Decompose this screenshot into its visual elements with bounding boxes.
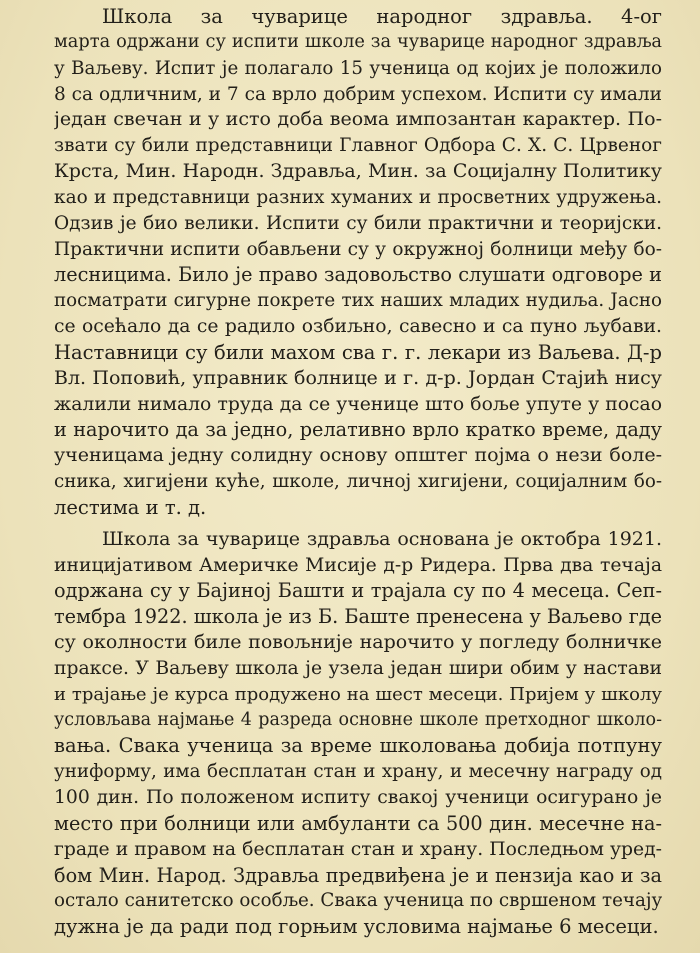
text-line: сника, хигијени куће, школе, личној хигијени, социјалним бо-	[54, 471, 662, 492]
text-line: условљава најмање 4 разреда основне школе претходног школо-	[54, 709, 662, 730]
text-line: бом Мин. Народ. Здравља предвиђена је и пензија као и за	[54, 863, 662, 887]
text-line: вања. Свака ученица за време школовања добија потпуну	[54, 734, 662, 758]
text-line: лесницима. Било је право задовољство слушати одговоре и	[54, 263, 662, 287]
text-line: и нарочито да за једно, релативно врло кратко време, даду	[54, 418, 662, 442]
text-line: марта одржани су испити школе за чуварице народног здравља	[54, 31, 662, 52]
text-line: жалили нимало труда да се ученице што боље упуте у посао	[54, 393, 662, 415]
text-line: одржана су у Бајиној Башти и трајала су по 4 месеца. Сеп-	[54, 579, 662, 603]
text-line: униформу, има бесплатан стан и храну, и месечну награду од	[54, 761, 662, 783]
text-line: Вл. Поповић, управник болнице и г. д-р. Јордан Стајић нису	[54, 366, 662, 389]
text-line: Практични испити обављени су у окружној болници међу бо-	[54, 238, 662, 260]
text-line: Крста, Мин. Народн. Здравља, Мин. за Социјалну Политику	[54, 160, 662, 182]
text-line: иницијативом Америчке Мисије д-р Ридера. Прва два течаја	[54, 554, 662, 576]
text-line: Школа за чуварице народног здравља. 4-ог	[102, 5, 662, 28]
text-line: Одзив је био велики. Испити су били практични и теоријски.	[54, 212, 662, 234]
text-line: праксе. У Ваљеву школа је узела један шири обим у настави	[54, 657, 662, 679]
text-line: 100 дин. По положеном испиту свакој ученици осигурано је	[54, 787, 662, 808]
text-line: Школа за чуварице здравља основана је октобра 1921.	[102, 527, 662, 550]
text-line: дужна је да ради под горњим условима најмање 6 месеци.	[54, 915, 659, 939]
text-line: граде и правом на бесплатан стан и храну. Последњом уред-	[54, 838, 662, 860]
text-line: се осећало да се радило озбиљно, савесно и са пуно љубави.	[54, 316, 662, 337]
text-line: један свечан и у исто доба веома импозантан карактер. По-	[54, 108, 662, 131]
text-line: посматрати сигурне покрете тих наших младих нудиља. Јасно	[54, 290, 662, 312]
text-line: место при болници или амбуланти са 500 дин. месечне на-	[54, 811, 662, 835]
text-line: као и представници разних хуманих и просветних удружења.	[54, 186, 662, 208]
text-line: остало санитетско особље. Свака ученица по свршеном течају	[54, 890, 662, 912]
text-line: ученицама једну солидну основу општег појма о нези боле-	[54, 444, 662, 467]
text-line: лестима и т. д.	[54, 495, 207, 519]
text-line: тембра 1922. школа је из Б. Баште пренесена у Ваљево где	[54, 605, 662, 629]
text-line: и трајање је курса продужено на шест месеци. Пријем у школу	[54, 683, 662, 705]
text-line: у Ваљеву. Испит је полагало 15 ученица од којих је положило	[54, 57, 662, 79]
text-line: 8 са одличним, и 7 са врло добрим успехом. Испити су имали	[54, 83, 662, 105]
text-line: Наставници су били махом сва г. г. лекари из Ваљева. Д-р	[54, 340, 662, 364]
text-line: су околности биле повољније нарочито у погледу болничке	[54, 631, 662, 653]
text-line: звати су били представници Главног Одбора С. Х. С. Црвеног	[54, 135, 662, 157]
